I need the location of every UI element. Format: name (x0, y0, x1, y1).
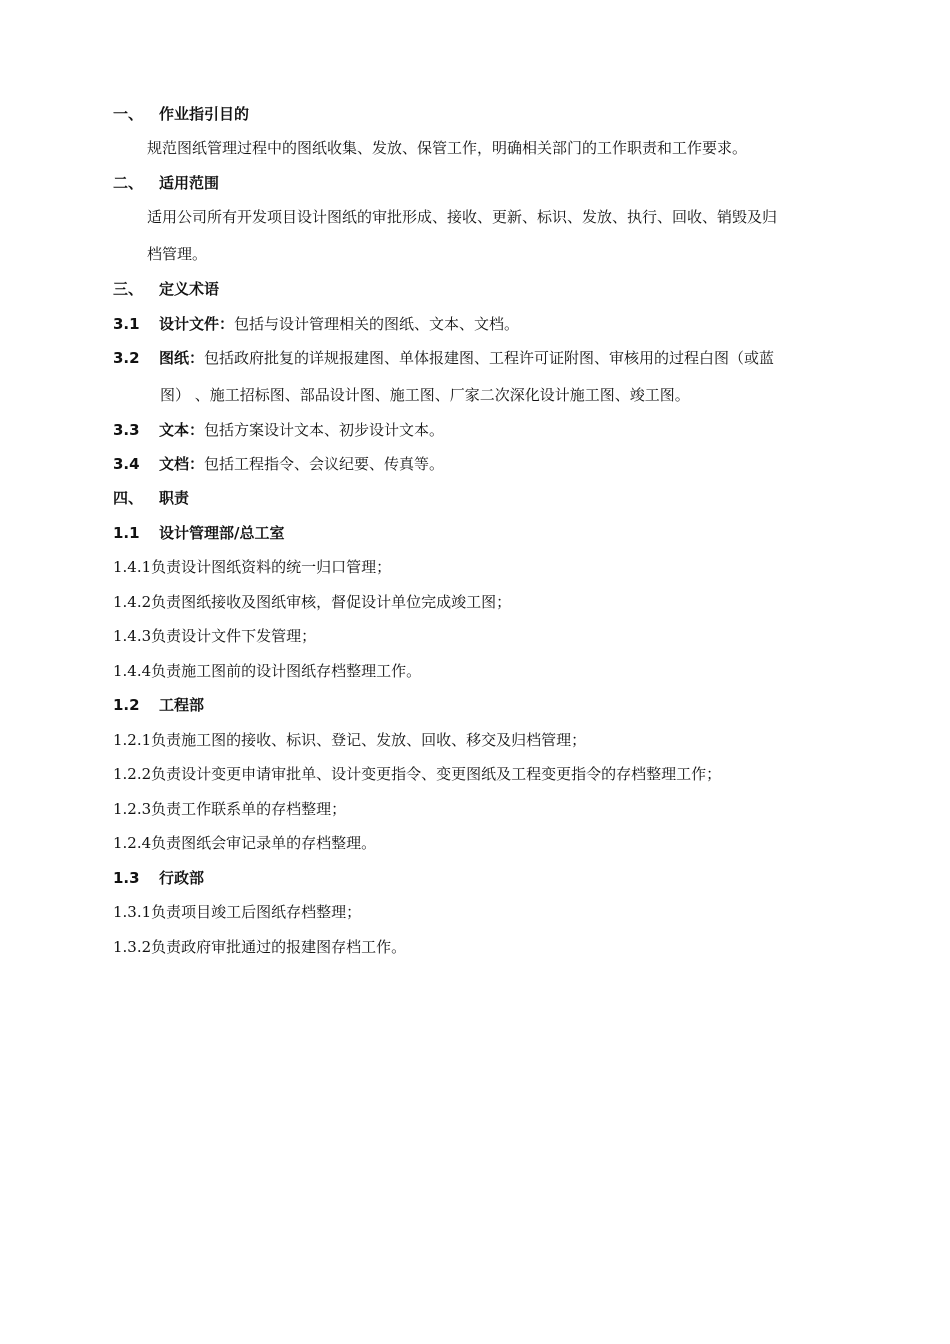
item-number: 1.1 (113, 524, 140, 542)
section-number: 三、 (113, 280, 144, 298)
definition-3-2 (113, 348, 870, 368)
definition-3-1 (113, 314, 870, 334)
list-item: 1.3.1负责项目竣工后图纸存档整理； (113, 903, 362, 921)
term: 设计文件： (159, 315, 235, 333)
section-title: 职责 (159, 489, 190, 507)
item-number: 3.2 (113, 349, 140, 367)
section-number: 一、 (113, 105, 144, 123)
responsibility-1-1-heading (113, 523, 870, 543)
department-title: 设计管理部/总工室 (159, 524, 285, 542)
definition-text: 包括政府批复的详规报建图、单体报建图、工程许可证附图、审核用的过程白图（或蓝 (204, 349, 775, 367)
item-number: 1.2 (113, 696, 140, 714)
term: 文本： (159, 421, 205, 439)
list-item: 1.4.3负责设计文件下发管理； (113, 627, 317, 645)
term: 图纸： (159, 349, 205, 367)
item-number: 3.1 (113, 315, 140, 333)
responsibility-1-2-heading (113, 695, 870, 715)
section-title: 定义术语 (159, 280, 220, 298)
list-item: 1.4.4负责施工图前的设计图纸存档整理工作。 (113, 662, 422, 680)
definition-3-2-continued: 图） 、施工招标图、部品设计图、施工图、厂家二次深化设计施工图、竣工图。 (160, 386, 690, 404)
section-number: 四、 (113, 489, 144, 507)
section-3-heading (113, 279, 870, 299)
section-1-heading (113, 104, 870, 124)
list-item: 1.2.4负责图纸会审记录单的存档整理。 (113, 834, 377, 852)
definition-text: 包括方案设计文本、初步设计文本。 (204, 421, 445, 439)
section-2-body-line-1: 适用公司所有开发项目设计图纸的审批形成、接收、更新、标识、发放、执行、回收、销毁及归 (147, 208, 778, 226)
item-number: 3.4 (113, 455, 140, 473)
item-number: 3.3 (113, 421, 140, 439)
section-1-body: 规范图纸管理过程中的图纸收集、发放、保管工作，明确相关部门的工作职责和工作要求。 (147, 139, 748, 157)
department-title: 行政部 (159, 869, 205, 887)
definition-3-3 (113, 420, 870, 440)
section-2-body-line-2: 档管理。 (147, 245, 208, 263)
definition-text: 包括工程指令、会议纪要、传真等。 (204, 455, 445, 473)
list-item: 1.4.1负责设计图纸资料的统一归口管理； (113, 558, 392, 576)
section-title: 作业指引目的 (159, 105, 250, 123)
list-item: 1.3.2负责政府审批通过的报建图存档工作。 (113, 938, 407, 956)
list-item: 1.2.1负责施工图的接收、标识、登记、发放、回收、移交及归档管理； (113, 731, 587, 749)
section-title: 适用范围 (159, 174, 220, 192)
list-item: 1.2.3负责工作联系单的存档整理； (113, 800, 347, 818)
responsibility-1-3-heading (113, 868, 870, 888)
section-4-heading (113, 488, 870, 508)
section-2-heading (113, 173, 870, 193)
definition-3-4 (113, 454, 870, 474)
list-item: 1.4.2负责图纸接收及图纸审核，督促设计单位完成竣工图； (113, 593, 512, 611)
list-item: 1.2.2负责设计变更申请审批单、设计变更指令、变更图纸及工程变更指令的存档整理工作； (113, 765, 722, 783)
definition-text: 包括与设计管理相关的图纸、文本、文档。 (234, 315, 520, 333)
department-title: 工程部 (159, 696, 205, 714)
section-number: 二、 (113, 174, 144, 192)
term: 文档： (159, 455, 205, 473)
item-number: 1.3 (113, 869, 140, 887)
